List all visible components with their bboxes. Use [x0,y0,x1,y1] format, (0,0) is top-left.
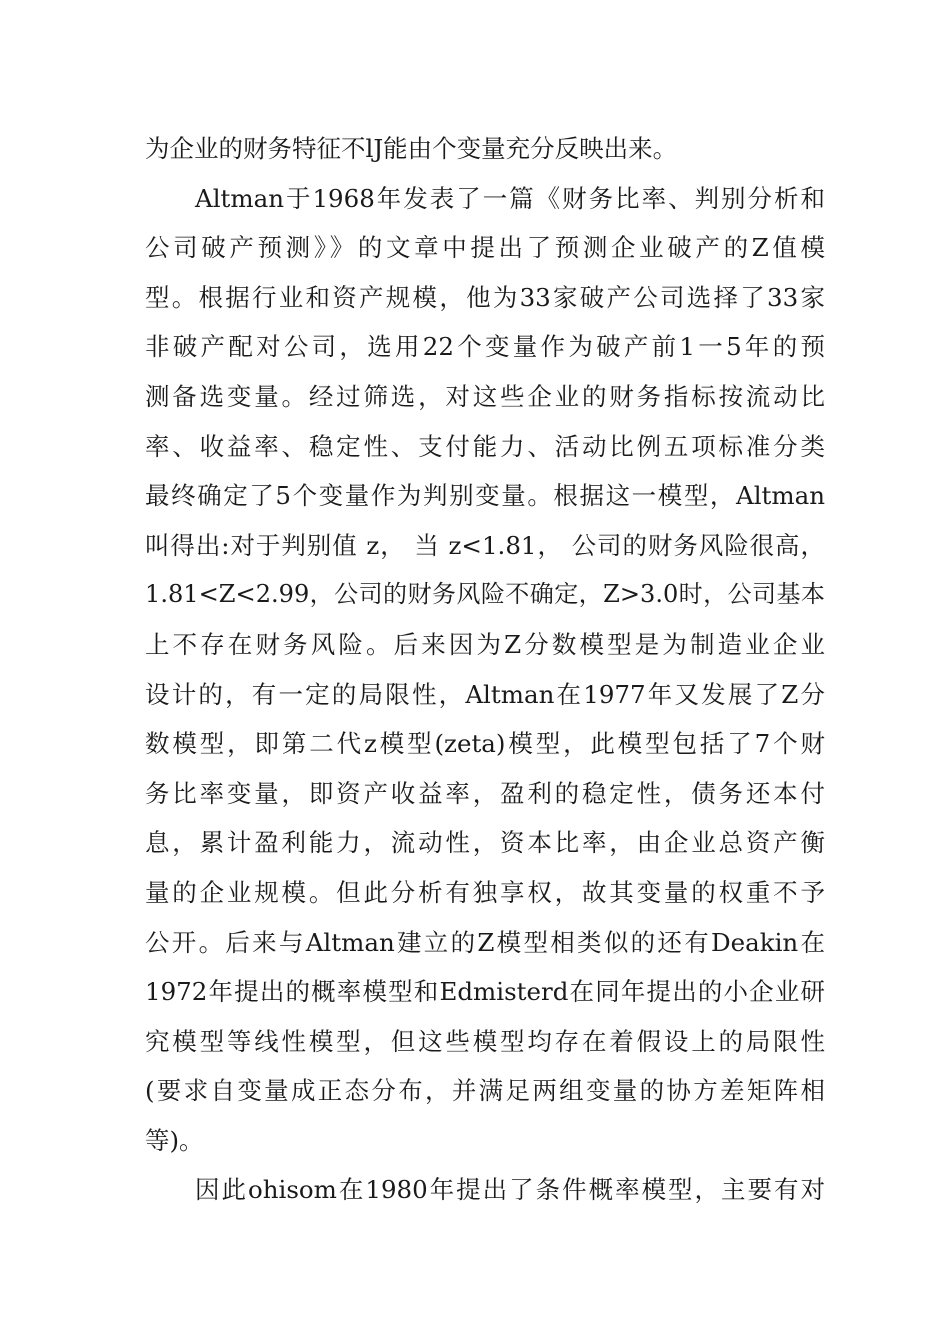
text-line: (要求自变量成正态分布，并满足两组变量的协方差矩阵相 [145,1076,825,1106]
text-line: 公开。后来与Altman建立的Z模型相类似的还有Deakin在 [145,927,825,957]
text-line: 1.81<Z<2.99，公司的财务风险不确定，Z>3.0时，公司基本 [145,580,825,609]
text-line: 公司破产预测》》的文章中提出了预测企业破产的Z值模 [145,233,825,263]
text-line-paragraph-start: 因此ohisom在1980年提出了条件概率模型，主要有对 [195,1175,825,1205]
text-line: 型。根据行业和资产规模，他为33家破产公司选择了33家 [145,282,825,312]
text-line-paragraph-start: Altman于1968年发表了一篇《财务比率、判别分析和 [195,183,825,213]
text-line: 率、收益率、稳定性、支付能力、活动比例五项标准分类 [145,431,825,461]
body-text [145,124,825,1215]
text-line-paragraph-end: 等)。 [145,1125,204,1155]
text-line: 究模型等线性模型，但这些模型均存在着假设上的局限性 [145,1026,825,1056]
text-line: 非破产配对公司，选用22个变量作为破产前1一5年的预 [145,332,825,362]
text-line: 测备选变量。经过筛选，对这些企业的财务指标按流动比 [145,381,825,411]
text-line: 数模型，即第二代z模型(zeta)模型，此模型包括了7个财 [145,729,825,759]
text-line: 上不存在财务风险。后来因为Z分数模型是为制造业企业 [145,629,825,659]
text-line: 1972年提出的概率模型和Edmisterd在同年提出的小企业研 [145,977,825,1007]
text-line: 为企业的财务特征不lJ能由个变量充分反映出来。 [145,134,678,163]
text-line: 设计的，有一定的局限性，Altman在1977年又发展了Z分 [145,679,825,709]
text-line: 叫得出:对于判别值 z， 当 z<1.81， 公司的财务风险很高， [145,530,825,560]
text-line: 息，累计盈利能力，流动性，资本比率，由企业总资产衡 [145,828,825,858]
text-line: 量的企业规模。但此分析有独享权，故其变量的权重不予 [145,877,825,907]
text-line: 最终确定了5个变量作为判别变量。根据这一模型，Altman [145,481,825,511]
text-line: 务比率变量，即资产收益率，盈利的稳定性，债务还本付 [145,778,825,808]
